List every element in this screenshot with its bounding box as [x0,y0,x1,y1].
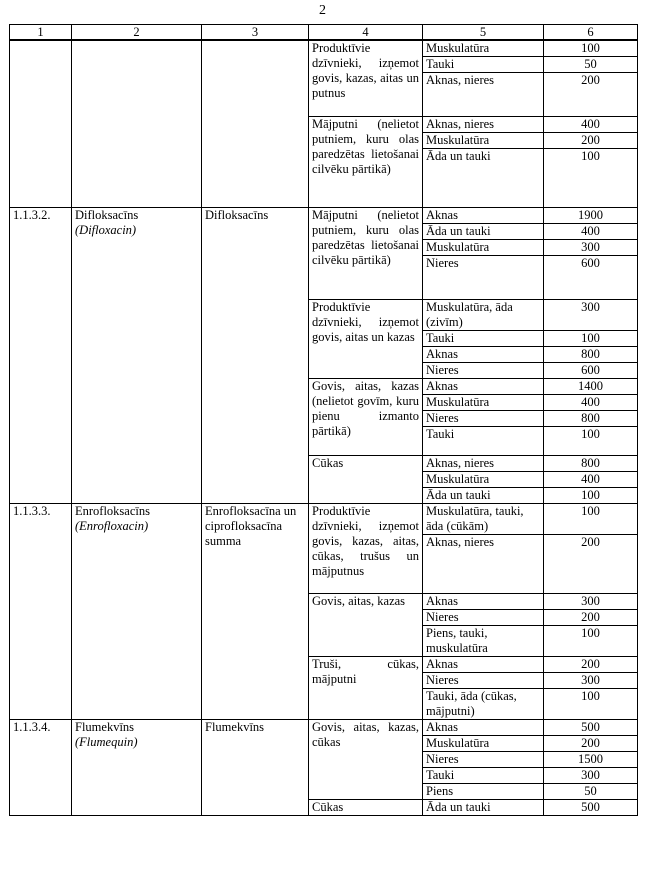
animal-species-cell: Mājputni (nelietot putniem, kuru olas paredzētas lietošanai cilvēku pārtikā) [309,208,423,300]
marker-residue-cell [202,40,309,208]
mrl-value-cell: 800 [544,411,638,427]
mrl-value-cell: 200 [544,657,638,673]
item-number-cell: 1.1.3.3. [10,504,72,720]
target-tissue-cell: Aknas, nieres [423,456,544,472]
target-tissue-cell: Nieres [423,673,544,689]
mrl-value-cell: 300 [544,768,638,784]
target-tissue-cell: Aknas [423,347,544,363]
column-header: 3 [202,25,309,41]
column-header: 1 [10,25,72,41]
mrl-value-cell: 300 [544,240,638,256]
mrl-value-cell: 100 [544,626,638,657]
page-number: 2 [319,3,326,18]
mrl-value-cell: 400 [544,117,638,133]
marker-residue-cell: Difloksacīns [202,208,309,504]
column-header: 4 [309,25,423,41]
target-tissue-cell: Muskulatūra, āda (zivīm) [423,300,544,331]
mrl-value-cell: 50 [544,784,638,800]
animal-species-cell: Truši, cūkas, mājputni [309,657,423,720]
mrl-value-cell: 200 [544,73,638,117]
target-tissue-cell: Tauki, āda (cūkas, mājputni) [423,689,544,720]
target-tissue-cell: Aknas, nieres [423,73,544,117]
target-tissue-cell: Aknas [423,720,544,736]
target-tissue-cell: Muskulatūra [423,240,544,256]
target-tissue-cell: Aknas, nieres [423,117,544,133]
mrl-value-cell: 200 [544,133,638,149]
mrl-value-cell: 300 [544,673,638,689]
target-tissue-cell: Muskulatūra [423,40,544,57]
substance-latin-name: (Difloxacin) [75,223,137,237]
target-tissue-cell: Muskulatūra [423,472,544,488]
target-tissue-cell: Piens [423,784,544,800]
target-tissue-cell: Nieres [423,610,544,626]
target-tissue-cell: Āda un tauki [423,800,544,816]
animal-species-cell: Cūkas [309,456,423,504]
table-row [10,720,638,736]
substance-name: Difloksacīns [75,208,139,222]
animal-species-cell: Mājputni (nelietot putniem, kuru olas paredzētas lietošanai cilvēku pārtikā) [309,117,423,208]
column-header: 2 [72,25,202,41]
target-tissue-cell: Muskulatūra [423,133,544,149]
substance-name: Enrofloksacīns [75,504,150,518]
substance-name: Flumekvīns [75,720,135,734]
residue-limits-table [9,24,638,816]
item-number-cell: 1.1.3.2. [10,208,72,504]
item-number-cell [10,40,72,208]
target-tissue-cell: Aknas, nieres [423,535,544,594]
mrl-value-cell: 300 [544,300,638,331]
mrl-value-cell: 200 [544,610,638,626]
animal-species-cell: Cūkas [309,800,423,816]
animal-species-cell: Produktīvie dzīvnieki, izņemot govis, kazas, aitas, cūkas, trušus un mājputnus [309,504,423,594]
animal-species-cell: Govis, aitas, kazas, cūkas [309,720,423,800]
target-tissue-cell: Aknas [423,208,544,224]
mrl-value-cell: 100 [544,689,638,720]
animal-species-cell: Govis, aitas, kazas [309,594,423,657]
mrl-value-cell: 100 [544,427,638,456]
animal-species-cell: Govis, aitas, kazas (nelietot govīm, kuru pienu izmanto pārtikā) [309,379,423,456]
column-header: 5 [423,25,544,41]
mrl-value-cell: 200 [544,535,638,594]
target-tissue-cell: Nieres [423,752,544,768]
target-tissue-cell: Tauki [423,57,544,73]
target-tissue-cell: Piens, tauki, muskulatūra [423,626,544,657]
mrl-value-cell: 100 [544,40,638,57]
table-row [10,504,638,535]
mrl-value-cell: 100 [544,504,638,535]
target-tissue-cell: Āda un tauki [423,224,544,240]
mrl-value-cell: 600 [544,363,638,379]
mrl-value-cell: 500 [544,720,638,736]
target-tissue-cell: Nieres [423,411,544,427]
mrl-value-cell: 500 [544,800,638,816]
mrl-value-cell: 100 [544,331,638,347]
animal-species-cell: Produktīvie dzīvnieki, izņemot govis, kazas, aitas un putnus [309,40,423,117]
mrl-value-cell: 600 [544,256,638,300]
target-tissue-cell: Muskulatūra [423,736,544,752]
substance-latin-name: (Enrofloxacin) [75,519,149,533]
mrl-value-cell: 400 [544,224,638,240]
substance-cell [72,40,202,208]
mrl-value-cell: 50 [544,57,638,73]
target-tissue-cell: Tauki [423,427,544,456]
mrl-value-cell: 100 [544,149,638,208]
marker-residue-cell: Enrofloksacīna un ciprofloksacīna summa [202,504,309,720]
target-tissue-cell: Nieres [423,363,544,379]
substance-latin-name: (Flumequin) [75,735,138,749]
mrl-value-cell: 300 [544,594,638,610]
mrl-value-cell: 1900 [544,208,638,224]
mrl-value-cell: 800 [544,347,638,363]
mrl-value-cell: 1400 [544,379,638,395]
table-row [10,208,638,224]
mrl-value-cell: 400 [544,395,638,411]
table-header-row [10,25,638,41]
mrl-value-cell: 100 [544,488,638,504]
animal-species-cell: Produktīvie dzīvnieki, izņemot govis, aitas un kazas [309,300,423,379]
item-number-cell: 1.1.3.4. [10,720,72,816]
mrl-value-cell: 1500 [544,752,638,768]
target-tissue-cell: Tauki [423,768,544,784]
substance-cell [72,720,202,816]
table-row [10,40,638,57]
mrl-value-cell: 400 [544,472,638,488]
target-tissue-cell: Tauki [423,331,544,347]
target-tissue-cell: Āda un tauki [423,488,544,504]
target-tissue-cell: Muskulatūra, tauki, āda (cūkām) [423,504,544,535]
substance-cell [72,208,202,504]
mrl-value-cell: 200 [544,736,638,752]
target-tissue-cell: Aknas [423,594,544,610]
target-tissue-cell: Muskulatūra [423,395,544,411]
target-tissue-cell: Nieres [423,256,544,300]
substance-cell [72,504,202,720]
target-tissue-cell: Aknas [423,379,544,395]
marker-residue-cell: Flumekvīns [202,720,309,816]
mrl-value-cell: 800 [544,456,638,472]
target-tissue-cell: Aknas [423,657,544,673]
column-header: 6 [544,25,638,41]
target-tissue-cell: Āda un tauki [423,149,544,208]
